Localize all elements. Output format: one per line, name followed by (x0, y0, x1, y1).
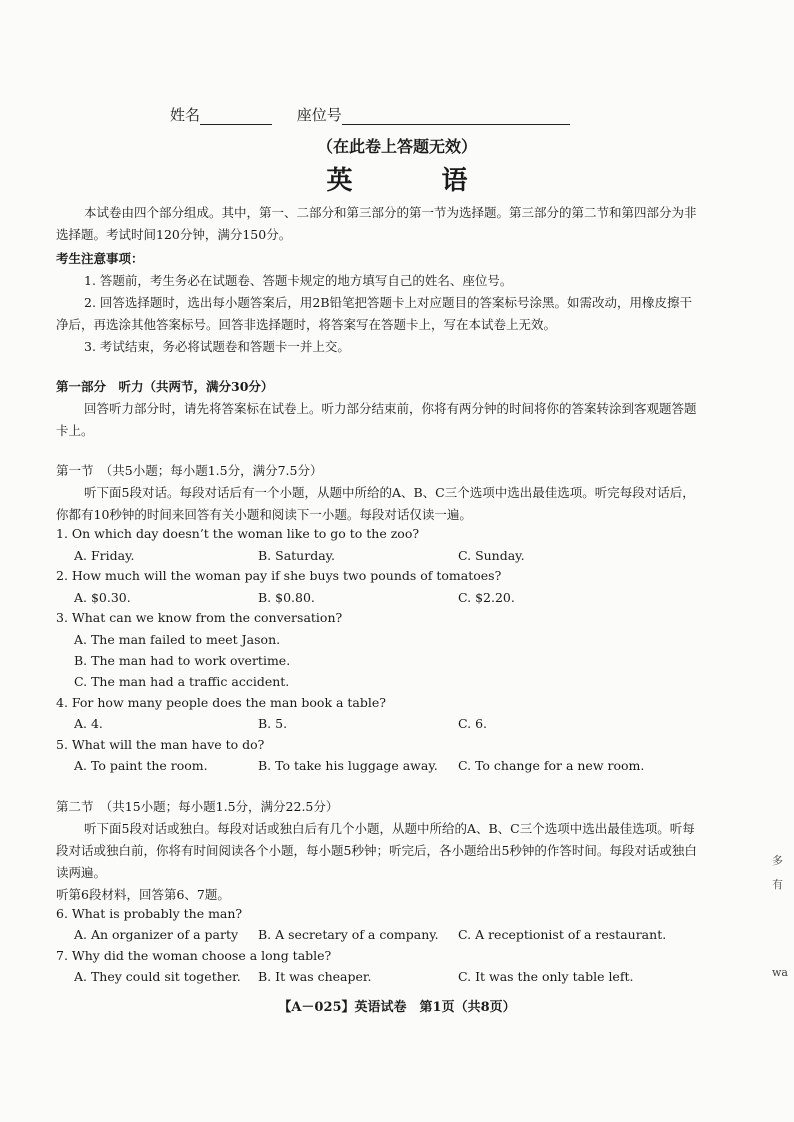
section2-instruction: 听下面5段对话或独白。每段对话或独白后有几个小题，从题中所给的A、B、C三个选项中选出最佳选项。听每段对话或独白前，你将有时间阅读各个小题，每小题5秒钟；听完后，各小题给出5秒钟的作答时间。每段对话或独白读两遍。 (56, 821, 697, 880)
q1-option-b: B. Saturday. (258, 548, 336, 563)
q3-option-c: C. The man had a traffic accident. (74, 674, 290, 689)
section1-heading: 第一节 （共5小题；每小题1.5分，满分7.5分） (56, 463, 323, 478)
question-1: 1. On which day doesn’t the woman like to go to the zoo? (56, 526, 420, 541)
question-2: 2. How much will the woman pay if she buys two pounds of tomatoes? (56, 568, 502, 583)
q5-option-c: C. To change for a new room. (458, 758, 645, 773)
question-6: 6. What is probably the man? (56, 906, 243, 921)
exam-title: 英 语 (326, 166, 508, 196)
q2-option-c: C. $2.20. (458, 590, 515, 605)
candidate-info-line (170, 104, 570, 125)
name-label: 姓名 (170, 106, 201, 124)
q5-option-a: A. To paint the room. (74, 758, 208, 773)
question-4: 4. For how many people does the man book a table? (56, 695, 386, 710)
q1-option-a: A. Friday. (74, 548, 135, 563)
q6-option-c: C. A receptionist of a restaurant. (458, 927, 667, 942)
q3-option-b: B. The man had to work overtime. (74, 653, 291, 668)
q2-option-a: A. $0.30. (74, 590, 131, 605)
part1-instruction: 回答听力部分时，请先将答案标在试卷上。听力部分结束前，你将有两分钟的时间将你的答案转涂到客观题答题卡上。 (56, 401, 697, 438)
margin-mark-1: 多 (772, 854, 783, 867)
section1-instruction: 听下面5段对话。每段对话后有一个小题，从题中所给的A、B、C三个选项中选出最佳选项。听完每段对话后，你都有10秒钟的时间来回答有关小题和阅读下一小题。每段对话仅读一遍。 (56, 485, 695, 522)
note-1: 1. 答题前，考生务必在试题卷、答题卡规定的地方填写自己的姓名、座位号。 (84, 273, 513, 288)
q1-option-c: C. Sunday. (458, 548, 525, 563)
q7-option-a: A. They could sit together. (74, 969, 241, 984)
note-3: 3. 考试结束，务必将试题卷和答题卡一并上交。 (84, 339, 350, 354)
section2-heading: 第二节 （共15小题；每小题1.5分，满分22.5分） (56, 799, 339, 814)
q3-option-a: A. The man failed to meet Jason. (74, 632, 281, 647)
seat-label: 座位号 (296, 106, 342, 124)
q7-option-c: C. It was the only table left. (458, 969, 634, 984)
notes-heading: 考生注意事项： (56, 251, 144, 266)
q6-option-a: A. An organizer of a party (74, 927, 239, 942)
question-5: 5. What will the man have to do? (56, 737, 265, 752)
page-footer: 【A－025】英语试卷 第1页（共8页） (278, 1000, 516, 1015)
question-3: 3. What can we know from the conversation? (56, 610, 343, 625)
seat-blank (342, 108, 570, 125)
q4-option-a: A. 4. (74, 716, 103, 731)
q7-option-b: B. It was cheaper. (258, 969, 372, 984)
q5-option-b: B. To take his luggage away. (258, 758, 438, 773)
part1-heading: 第一部分 听力（共两节，满分30分） (56, 379, 274, 394)
material-note: 听第6段材料，回答第6、7题。 (56, 887, 230, 902)
q2-option-b: B. $0.80. (258, 590, 315, 605)
margin-mark-2: 有 (772, 878, 783, 891)
intro-paragraph: 本试卷由四个部分组成。其中，第一、二部分和第三部分的第一节为选择题。第三部分的第二节和第四部分为非选择题。考试时间120分钟，满分150分。 (56, 205, 697, 242)
note-2: 2. 回答选择题时，选出每小题答案后，用2B铅笔把答题卡上对应题目的答案标号涂黑。如需改动，用橡皮擦干净后，再选涂其他答案标号。回答非选择题时，将答案写在答题卡上，写在本试卷上无效。 (56, 295, 693, 332)
name-blank (200, 108, 272, 125)
invalid-answer-notice: （在此卷上答题无效） (316, 137, 477, 156)
q4-option-b: B. 5. (258, 716, 288, 731)
q4-option-c: C. 6. (458, 716, 487, 731)
q6-option-b: B. A secretary of a company. (258, 927, 439, 942)
margin-mark-3: wa (772, 966, 788, 979)
question-7: 7. Why did the woman choose a long table? (56, 948, 332, 963)
